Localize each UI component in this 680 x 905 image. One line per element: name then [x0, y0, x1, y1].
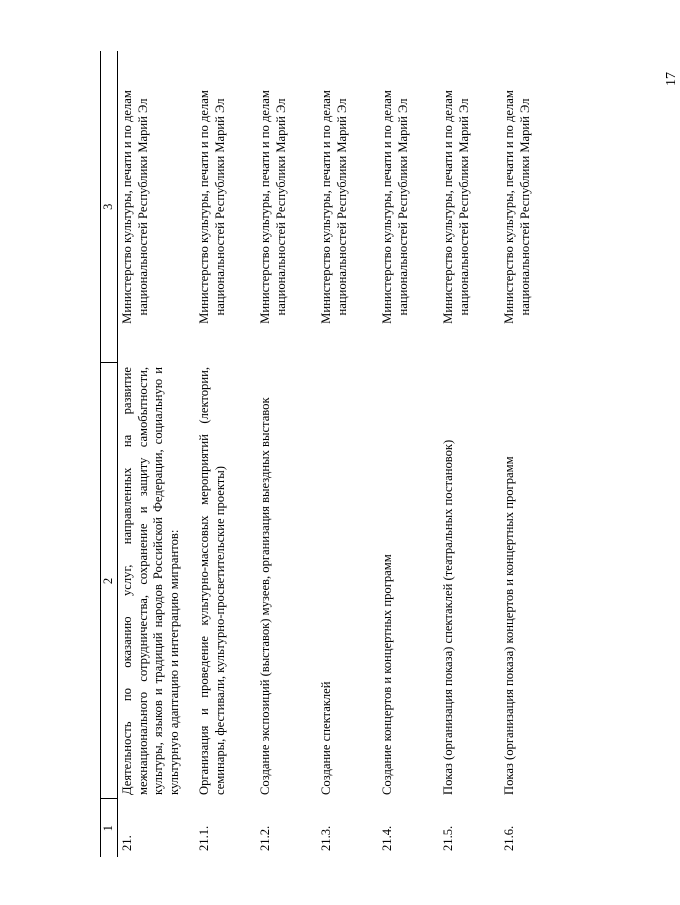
- column-header-responsible: 3: [101, 51, 118, 363]
- row-responsible: Министерство культуры, печати и по делам национальностей Республики Марий Эл: [319, 90, 349, 324]
- row-description: Организация и проведение культурно-массовых мероприятий (лектории, семинары, фестивали, культурно-просветительские проекты): [197, 367, 227, 795]
- table-row: [317, 51, 378, 857]
- row-description: Создание спектаклей: [319, 681, 333, 795]
- row-description: Показ (организация показа) концертов и концертных программ: [502, 456, 516, 795]
- row-responsible: Министерство культуры, печати и по делам национальностей Республики Марий Эл: [120, 90, 150, 324]
- column-header-number: 1: [101, 799, 118, 857]
- column-header-description: 2: [101, 363, 118, 799]
- table-row: [256, 51, 317, 857]
- table-row: [378, 51, 439, 857]
- row-responsible: Министерство культуры, печати и по делам национальностей Республики Марий Эл: [197, 90, 227, 324]
- page-number: 17: [664, 72, 679, 86]
- row-description: Создание концертов и концертных программ: [380, 554, 394, 795]
- row-description: Создание экспозиций (выставок) музеев, организация выездных выставок: [258, 397, 272, 795]
- table-row: [500, 51, 561, 857]
- row-description: Показ (организация показа) спектаклей (театральных постановок): [441, 439, 455, 795]
- row-description: Деятельность по оказанию услуг, направленных на развитие межнационального сотрудничества, сохранение и защиту самобытности, культуры, языков и традиций народов Российской Федерации, социальную и культурную адаптацию и интеграцию мигрантов:: [120, 367, 181, 795]
- row-number: 21.1.: [197, 825, 211, 851]
- row-number: 21.5.: [441, 825, 455, 851]
- row-number: 21.: [120, 835, 134, 851]
- rotated-page-content: [100, 51, 532, 857]
- row-responsible: Министерство культуры, печати и по делам национальностей Республики Марий Эл: [258, 90, 288, 324]
- row-number: 21.4.: [380, 825, 394, 851]
- row-responsible: Министерство культуры, печати и по делам национальностей Республики Марий Эл: [441, 90, 471, 324]
- table-row: [439, 51, 500, 857]
- table-row: [195, 51, 256, 857]
- row-responsible: Министерство культуры, печати и по делам национальностей Республики Марий Эл: [502, 90, 532, 324]
- measures-table: [100, 51, 561, 857]
- table-row: [118, 51, 196, 857]
- table-header-row: [101, 51, 118, 857]
- row-number: 21.2.: [258, 825, 272, 851]
- row-number: 21.3.: [319, 825, 333, 851]
- row-responsible: Министерство культуры, печати и по делам национальностей Республики Марий Эл: [380, 90, 410, 324]
- row-number: 21.6.: [502, 825, 516, 851]
